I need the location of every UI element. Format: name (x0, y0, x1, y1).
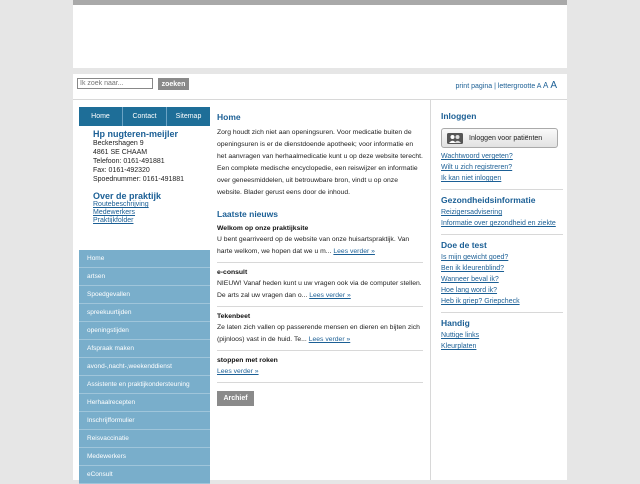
menu-item-assistente[interactable]: Assistente en praktijkondersteuning (79, 376, 210, 394)
health-links (441, 207, 563, 229)
read-more-link[interactable]: Lees verder » (308, 336, 351, 343)
print-page-link[interactable]: print pagina (455, 83, 493, 90)
coloring-pages-link[interactable]: Kleurplaten (441, 343, 477, 350)
lifespan-test-link[interactable]: Hoe lang word ik? (441, 287, 498, 294)
practice-name: Hp nugteren-meijler (93, 129, 179, 139)
font-size-small[interactable]: A (536, 83, 542, 90)
search-button[interactable]: zoeken (158, 78, 189, 90)
news-item-text (217, 322, 423, 346)
patient-login-label: Inloggen voor patiënten (469, 134, 543, 142)
test-links (441, 252, 563, 307)
menu-item-afspraak[interactable]: Afspraak maken (79, 340, 210, 358)
read-more-link[interactable]: Lees verder » (309, 292, 351, 299)
page-title: Home (217, 112, 241, 122)
login-links (441, 151, 563, 184)
test-title: Doe de test (441, 240, 487, 250)
font-size-medium[interactable]: A (543, 81, 549, 90)
handy-section (441, 312, 563, 352)
top-bar (73, 0, 567, 5)
colorblind-test-link[interactable]: Ben ik kleurenblind? (441, 265, 505, 272)
practice-fax: Fax: 0161-492320 (93, 167, 150, 174)
page (73, 0, 567, 480)
due-date-test-link[interactable]: Wanneer beval ik? (441, 276, 499, 283)
tab-sitemap[interactable]: Sitemap (175, 113, 202, 120)
menu-item-medewerkers[interactable]: Medewerkers (79, 448, 210, 466)
about-title: Over de praktijk (93, 191, 162, 201)
menu-item-spreekuurtijden[interactable]: spreekuurtijden (79, 304, 210, 322)
archive-button[interactable]: Archief (217, 391, 254, 406)
practice-phone: Telefoon: 0161-491881 (93, 158, 165, 165)
font-size-label: lettergrootte (497, 83, 536, 90)
menu-item-dienst[interactable]: avond-,nacht-,weekenddienst (79, 358, 210, 376)
handy-links (441, 330, 563, 352)
menu-item-spoedgevallen[interactable]: Spoedgevallen (79, 286, 210, 304)
test-section (441, 234, 563, 307)
news-title: Laatste nieuws (217, 209, 278, 219)
practice-info (79, 126, 210, 225)
folder-link[interactable]: Praktijkfolder (93, 217, 134, 224)
handy-title: Handig (441, 318, 470, 328)
health-title: Gezondheidsinformatie (441, 195, 536, 205)
read-more-link[interactable]: Lees verder » (217, 368, 259, 375)
news-item (217, 263, 423, 307)
weight-test-link[interactable]: Is mijn gewicht goed? (441, 254, 509, 261)
read-more-link[interactable]: Lees verder » (333, 248, 375, 255)
search-input[interactable] (77, 78, 153, 89)
practice-emergency: Spoednummer: 0161-491881 (93, 176, 185, 183)
news-item-summary: NIEUW! Vanaf heden kunt u uw vragen ook via de computer stellen. De arts zal uw vragen dan o... (217, 280, 422, 299)
header-divider (73, 99, 567, 100)
travel-advice-link[interactable]: Reizigersadvisering (441, 209, 503, 216)
news-item (217, 307, 423, 351)
page-tools (456, 80, 557, 91)
news-item-title: Tekenbeet (217, 313, 251, 320)
header-band (73, 68, 567, 74)
left-column (79, 107, 210, 478)
useful-links-link[interactable]: Nuttige links (441, 332, 480, 339)
news-item (217, 219, 423, 263)
font-size-large[interactable]: A (550, 80, 557, 91)
news-item-text (217, 234, 423, 258)
route-link[interactable]: Routebeschrijving (93, 201, 149, 208)
news-item-text (217, 278, 423, 302)
tab-home[interactable]: Home (79, 107, 123, 126)
intro-text: Zorg houdt zich niet aan openingsuren. Voor medicatie buiten de openingsuren is er de dienstdoende apotheek; voor informatie en het aanvragen van herhaalmedicatie kunt u op deze website terecht. Een complete medische encyclopedie, een reiswijzer en informatie over geneesmiddelen, uit betrouwbare bron, vindt u op onze website. Blader gerust eens door de inhoud. (217, 129, 423, 196)
forgot-password-link[interactable]: Wachtwoord vergeten? (441, 153, 513, 160)
news-item-title: e-consult (217, 269, 248, 276)
practice-address: Beckershagen 9 (93, 140, 144, 147)
menu-item-inschrijfformulier[interactable]: Inschrijfformulier (79, 412, 210, 430)
news-item-title: stoppen met roken (217, 357, 278, 364)
right-sidebar (441, 111, 563, 352)
health-section (441, 189, 563, 229)
news-item-title: Welkom op onze praktijksite (217, 225, 309, 232)
tools-separator: | (494, 83, 496, 90)
menu-item-reisvaccinatie[interactable]: Reisvaccinatie (79, 430, 210, 448)
login-title: Inloggen (441, 111, 477, 121)
menu-item-home[interactable]: Home (79, 250, 210, 268)
health-info-link[interactable]: Informatie over gezondheid en ziekte (441, 220, 556, 227)
news-item-summary: Ze laten zich vallen op passerende mensen en dieren en bijten zich (pijnloos) vast in de huid. Te... (217, 324, 420, 343)
cannot-login-link[interactable]: Ik kan niet inloggen (441, 175, 502, 182)
register-link[interactable]: Wilt u zich registreren? (441, 164, 513, 171)
staff-link[interactable]: Medewerkers (93, 209, 136, 216)
users-icon (447, 133, 463, 144)
side-menu (79, 250, 210, 484)
menu-item-openingstijden[interactable]: openingstijden (79, 322, 210, 340)
patient-login-button[interactable] (441, 128, 558, 148)
main-content (217, 112, 423, 406)
menu-item-herhaalrecepten[interactable]: Herhaalrecepten (79, 394, 210, 412)
menu-item-artsen[interactable]: artsen (79, 268, 210, 286)
news-item-text (217, 366, 423, 378)
news-item (217, 351, 423, 383)
practice-postcode: 4861 SE CHAAM (93, 149, 148, 156)
news-item-summary: U bent gearriveerd op de website van onze huisartspraktijk. Van harte welkom, we hopen dat we u m... (217, 236, 410, 255)
nav-tabs (79, 107, 210, 126)
flu-check-link[interactable]: Heb ik griep? Griepcheck (441, 298, 520, 305)
tab-contact[interactable]: Contact (123, 107, 167, 126)
menu-item-econsult[interactable]: eConsult (79, 466, 210, 484)
column-divider (430, 100, 431, 480)
